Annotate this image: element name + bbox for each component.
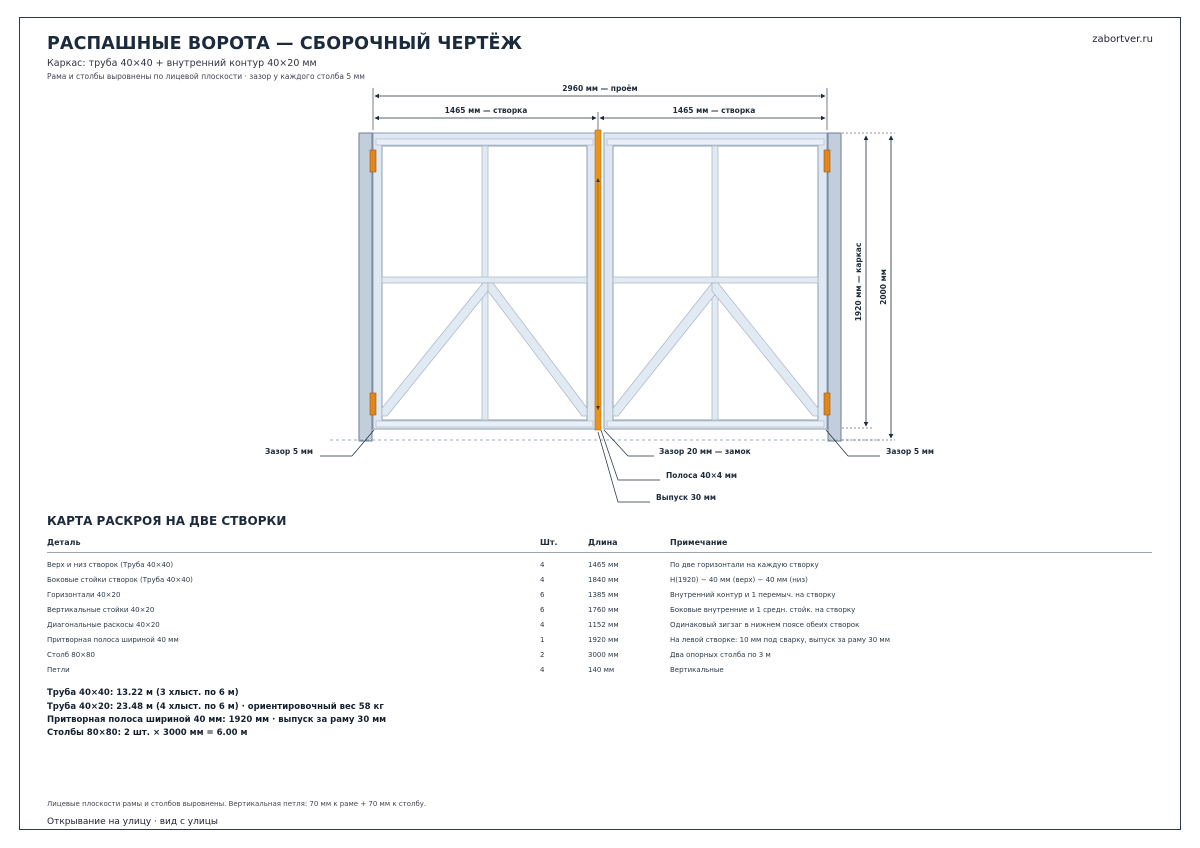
- table-cell: Притворная полоса шириной 40 мм: [47, 636, 179, 644]
- page-title: РАСПАШНЫЕ ВОРОТА — СБОРОЧНЫЙ ЧЕРТЁЖ: [47, 34, 523, 54]
- table-cell: 4: [540, 576, 545, 584]
- table-cell: 6: [540, 591, 545, 599]
- table-cell: 1385 мм: [588, 591, 619, 599]
- footer-view: Открывание на улицу · вид с улицы: [47, 817, 218, 827]
- leaf-left-label: 1465 мм — створка: [444, 106, 528, 115]
- table-cell: По две горизонтали на каждую створку: [670, 561, 819, 569]
- gap-right-callout: [826, 430, 934, 456]
- height-dimensions: [842, 133, 895, 440]
- table-cell: Одинаковый зигзаг в нижнем поясе обеих створок: [670, 621, 860, 629]
- opening-dimension: [373, 84, 827, 130]
- left-leaf: [373, 133, 596, 429]
- leaf-right-label: 1465 мм — створка: [672, 106, 756, 115]
- frame-subtitle: Каркас: труба 40×40 + внутренний контур 40×20 мм: [47, 58, 317, 69]
- frame-height-label: 1920 мм — каркас: [854, 242, 863, 322]
- hinge-icon: [370, 393, 376, 415]
- brand-label: zabortver.ru: [1092, 34, 1153, 45]
- lock-gap-label: Зазор 20 мм — замок: [659, 447, 751, 456]
- table-cell: Петли: [47, 666, 70, 674]
- lock-gap-callout: [604, 430, 751, 456]
- table-cell: Столб 80×80: [47, 651, 95, 659]
- table-cell: 1760 мм: [588, 606, 619, 614]
- col-header-length: Длина: [588, 538, 618, 547]
- summary-line: Труба 40×40: 13.22 м (3 хлыст. по 6 м): [47, 688, 239, 698]
- col-header-part: Деталь: [47, 538, 81, 547]
- footer-note: Лицевые плоскости рамы и столбов выровнены. Вертикальная петля: 70 мм к раме + 70 мм к столбу.: [47, 800, 427, 808]
- table-cell: На левой створке: 10 мм под сварку, выпуск за раму 30 мм: [670, 636, 890, 644]
- table-cell: H(1920) − 40 мм (верх) − 40 мм (низ): [670, 576, 808, 584]
- table-cell: 1152 мм: [588, 621, 619, 629]
- opening-label: 2960 мм — проём: [562, 84, 638, 93]
- col-header-note: Примечание: [670, 538, 728, 547]
- overhang-label: Выпуск 30 мм: [656, 493, 717, 502]
- table-cell: Боковые стойки створок (Труба 40×40): [47, 576, 193, 584]
- gap-right-label: Зазор 5 мм: [886, 447, 934, 456]
- table-cell: 140 мм: [588, 666, 615, 674]
- strip-label: Полоса 40×4 мм: [666, 471, 738, 480]
- table-cell: Горизонтали 40×20: [47, 591, 121, 599]
- table-cell: 4: [540, 621, 545, 629]
- table-cell: 1: [540, 636, 545, 644]
- table-cell: 1840 мм: [588, 576, 619, 584]
- table-cell: 6: [540, 606, 545, 614]
- table-cell: 3000 мм: [588, 651, 619, 659]
- table-cell: 1465 мм: [588, 561, 619, 569]
- leaf-dimensions: [375, 106, 825, 130]
- right-leaf: [604, 133, 827, 429]
- table-cell: 2: [540, 651, 545, 659]
- table-cell: Два опорных столба по 3 м: [670, 651, 771, 659]
- table-cell: 4: [540, 561, 545, 569]
- summary-line: Труба 40×20: 23.48 м (4 хлыст. по 6 м) · ориентировочный вес 58 кг: [47, 702, 384, 712]
- gap-left-callout: [265, 430, 374, 456]
- table-cell: Вертикальные стойки 40×20: [47, 606, 155, 614]
- table-cell: 4: [540, 666, 545, 674]
- table-cell: Диагональные раскосы 40×20: [47, 621, 160, 629]
- summary-line: Столбы 80×80: 2 шт. × 3000 мм = 6.00 м: [47, 728, 248, 738]
- table-cell: Вертикальные: [670, 666, 724, 674]
- hinge-icon: [824, 150, 830, 172]
- table-cell: 1920 мм: [588, 636, 619, 644]
- col-header-qty: Шт.: [540, 538, 558, 547]
- table-cell: Боковые внутренние и 1 средн. стойк. на створку: [670, 606, 856, 614]
- cut-map-title: КАРТА РАСКРОЯ НА ДВЕ СТВОРКИ: [47, 514, 287, 528]
- summary-line: Притворная полоса шириной 40 мм: 1920 мм · выпуск за раму 30 мм: [47, 715, 387, 725]
- total-height-label: 2000 мм: [879, 269, 888, 305]
- table-cell: Верх и низ створок (Труба 40×40): [47, 561, 174, 569]
- alignment-note: Рама и столбы выровнены по лицевой плоскости · зазор у каждого столба 5 мм: [47, 72, 365, 81]
- gap-left-label: Зазор 5 мм: [265, 447, 313, 456]
- hinge-icon: [824, 393, 830, 415]
- hinge-icon: [370, 150, 376, 172]
- table-cell: Внутренний контур и 1 перемыч. на створку: [670, 591, 836, 599]
- table-header-rule: [47, 552, 1152, 553]
